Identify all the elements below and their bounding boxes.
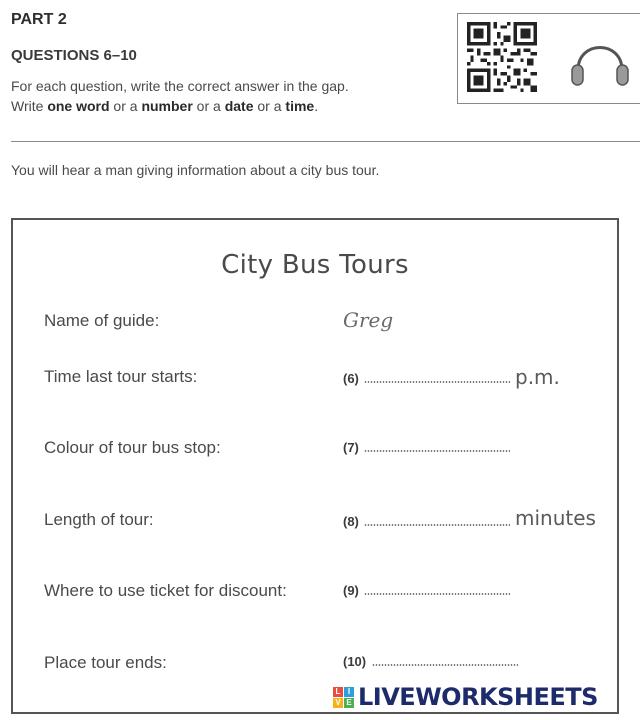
row-label-length: Length of tour: [44, 510, 154, 529]
instruction-emphasis: date [224, 98, 254, 114]
example-answer: Greg [343, 308, 394, 332]
question-number: (10) [343, 654, 367, 669]
instruction-text: . [314, 98, 319, 114]
notes-title: City Bus Tours [221, 250, 409, 280]
answer-gap-7[interactable] [364, 450, 510, 452]
instruction-line-1: For each question, write the correct answer in the gap. [11, 78, 349, 94]
instruction-emphasis: number [141, 98, 193, 114]
question-number: (8) [343, 514, 359, 529]
logo-letter: I [344, 687, 354, 697]
instruction-text: or a [192, 98, 225, 114]
instruction-text: or a [109, 98, 142, 114]
question-number: (6) [343, 371, 359, 386]
questions-title: QUESTIONS 6–10 [11, 47, 137, 64]
audio-media-box [457, 13, 640, 104]
row-label-guide: Name of guide: [44, 311, 160, 330]
instruction-text: or a [253, 98, 286, 114]
question-number: (7) [343, 440, 359, 455]
answer-gap-8[interactable] [364, 524, 510, 526]
instruction-emphasis: time [285, 98, 315, 114]
watermark-text: LIVEWORKSHEETS [358, 683, 598, 711]
answer-gap-10[interactable] [372, 664, 518, 666]
row-label-discount: Where to use ticket for discount: [44, 581, 287, 600]
answer-gap-9[interactable] [364, 593, 510, 595]
unit-label: p.m. [515, 365, 560, 389]
instruction-text: Write [11, 98, 48, 114]
section-divider [11, 141, 640, 142]
logo-letter: L [333, 687, 343, 697]
liveworksheets-watermark [333, 682, 598, 712]
row-label-ends: Place tour ends: [44, 653, 167, 672]
headphones-icon[interactable] [569, 32, 631, 88]
notes-box [11, 218, 619, 714]
instruction-line-2 [11, 98, 318, 114]
row-label-colour: Colour of tour bus stop: [44, 438, 221, 457]
unit-label: minutes [515, 506, 596, 530]
logo-letter: E [344, 698, 354, 708]
question-number: (9) [343, 583, 359, 598]
instruction-emphasis: one word [47, 98, 110, 114]
part-title: PART 2 [11, 11, 67, 28]
answer-gap-6[interactable] [364, 381, 510, 383]
qr-code-icon[interactable] [467, 22, 537, 92]
logo-letter: V [333, 698, 343, 708]
liveworksheets-logo-icon [333, 687, 354, 708]
listening-intro: You will hear a man giving information about a city bus tour. [11, 162, 380, 178]
row-label-time: Time last tour starts: [44, 367, 198, 386]
